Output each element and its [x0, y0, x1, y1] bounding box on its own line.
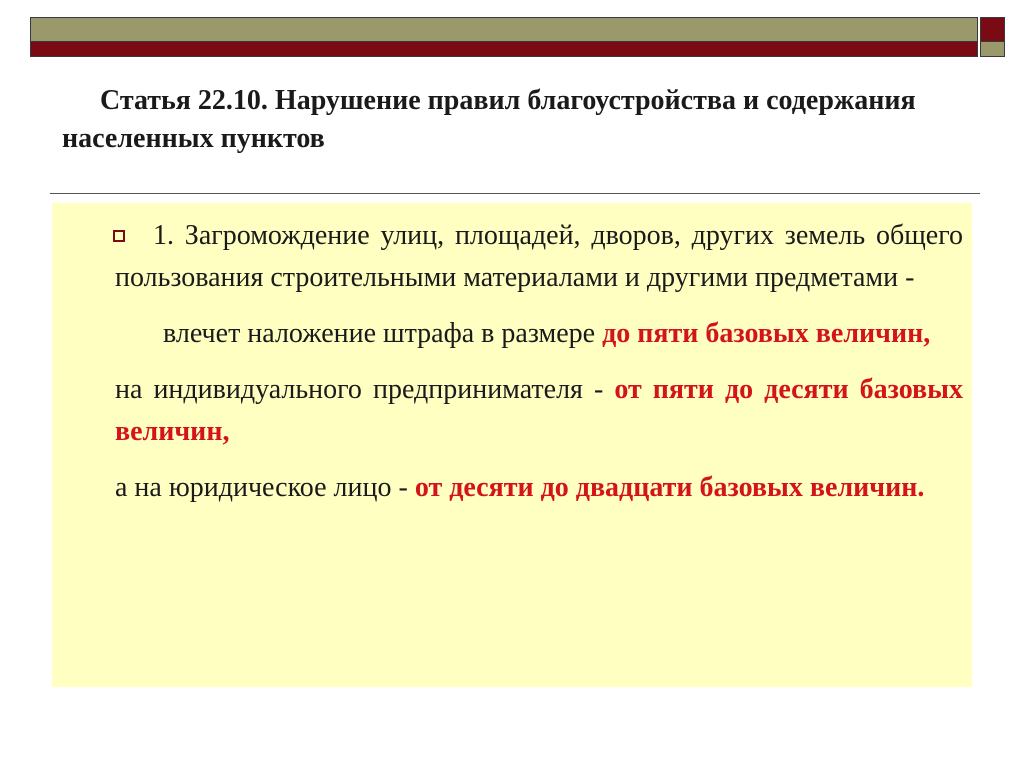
- header-bar-olive: [30, 17, 978, 42]
- sanction-2-amount: от пяти до десяти базовых величин,: [115, 374, 963, 447]
- slide-content: [115, 215, 963, 509]
- sanction-1: [115, 313, 963, 355]
- title-divider: [50, 193, 980, 194]
- slide-title: Статья 22.10. Нарушение правил благоустройства и содержания населенных пунктов: [62, 85, 916, 154]
- sanction-3: [115, 467, 963, 509]
- sanction-2: [115, 369, 963, 453]
- sanction-1-text: влечет наложение штрафа в размере: [163, 318, 603, 349]
- sanction-3-text: а на юридическое лицо -: [115, 472, 415, 503]
- list-item: [115, 215, 963, 299]
- sanction-3-amount: от десяти до двадцати базовых величин.: [414, 472, 925, 503]
- header-bar-maroon: [30, 42, 978, 57]
- item-1-text: 1. Загромождение улиц, площадей, дворов, других земель общего пользования строительными материалами и другими предметами -: [115, 220, 963, 293]
- square-outline-bullet-icon: [113, 230, 125, 242]
- corner-square-maroon: [980, 17, 1005, 42]
- sanction-2-text: на индивидуального предпринимателя -: [115, 374, 615, 405]
- sanction-1-amount: до пяти базовых величин,: [602, 318, 931, 349]
- corner-square-olive: [980, 42, 1005, 57]
